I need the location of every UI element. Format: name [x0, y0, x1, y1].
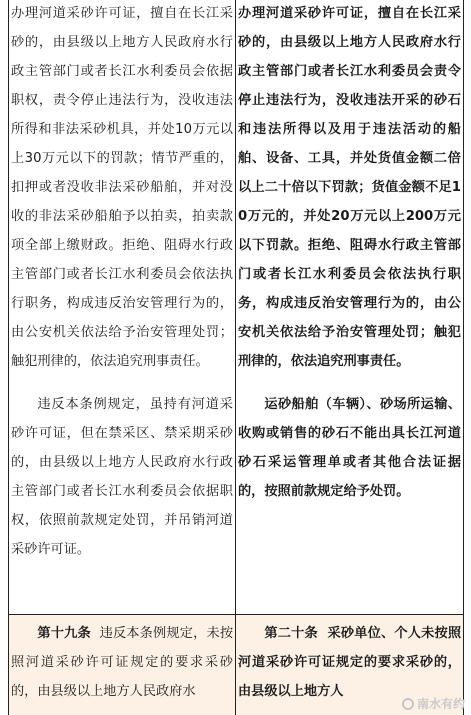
table-border-left: [8, 0, 9, 715]
left-paragraph-1: 办理河道采砂许可证，擅自在长江采砂的，由县级以上地方人民政府水行政主管部门或者长江水利委员会依据职权，责令停止违法行为，没收违法所得和非法采砂机具，并处10万元以上30万元以下的罚款；情节严重的，扣押或者没收非法采砂船舶，并对没收的非法采砂船舶予以拍卖，拍卖款项全部上缴财政。拒绝、阻碍水行政主管部门或者长江水利委员会依法执行职务，构成违反治安管理行为的，由公安机关依法给予治安管理处罚；触犯刑律的，依法追究刑事责任。: [11, 6, 233, 369]
article-20-label: 第二十条: [264, 626, 318, 641]
watermark-text: 南水有约: [416, 697, 465, 711]
table-divider-vertical: [235, 0, 236, 715]
circle-logo-icon: [402, 698, 414, 710]
table-border-right: [463, 0, 464, 715]
right-paragraph-2: 运砂船舶（车辆）、砂场所运输、收购或销售的砂石不能出具长江河道砂石采运管理单或者其他合法证据的，按照前款规定给予处罚。: [238, 397, 461, 499]
right-article-paragraph: [238, 619, 461, 706]
left-column-cell: [11, 0, 233, 613]
left-paragraph-2: 违反本条例规定，虽持有河道采砂许可证，但在禁采区、禁采期采砂的，由县级以上地方人民政府水行政主管部门或者长江水利委员会依据职权，依照前款规定处罚，并吊销河道采砂许可证。: [11, 397, 233, 557]
left-article-19-cell: [9, 615, 235, 715]
right-column-cell: [238, 0, 461, 613]
left-article-paragraph: [11, 619, 233, 706]
article-19-label: 第十九条: [37, 626, 91, 641]
right-paragraph-1: 办理河道采砂许可证，擅自在长江采砂的，由县级以上地方人民政府水行政主管部门或者长江水利委员会责令停止违法行为，没收违法开采的砂石和违法所得以及用于违法活动的船舶、设备、工具，并处货值金额二倍以上二十倍以下罚款；货值金额不足10万元的，并处20万元以上200万元以下罚款。拒绝、阻碍水行政主管部门或者长江水利委员会依法执行职务，构成违反治安管理行为的，由公安机关依法给予治安管理处罚；触犯刑律的，依法追究刑事责任。: [238, 6, 461, 369]
article-19-text: 违反本条例规定，未按照河道采砂许可证规定的要求采砂的，由县级以上地方人民政府水: [11, 626, 234, 699]
article-20-text: 采砂单位、个人未按照河道采砂许可证规定的要求采砂的，由县级以上地方人: [238, 626, 462, 699]
watermark: [402, 695, 465, 712]
